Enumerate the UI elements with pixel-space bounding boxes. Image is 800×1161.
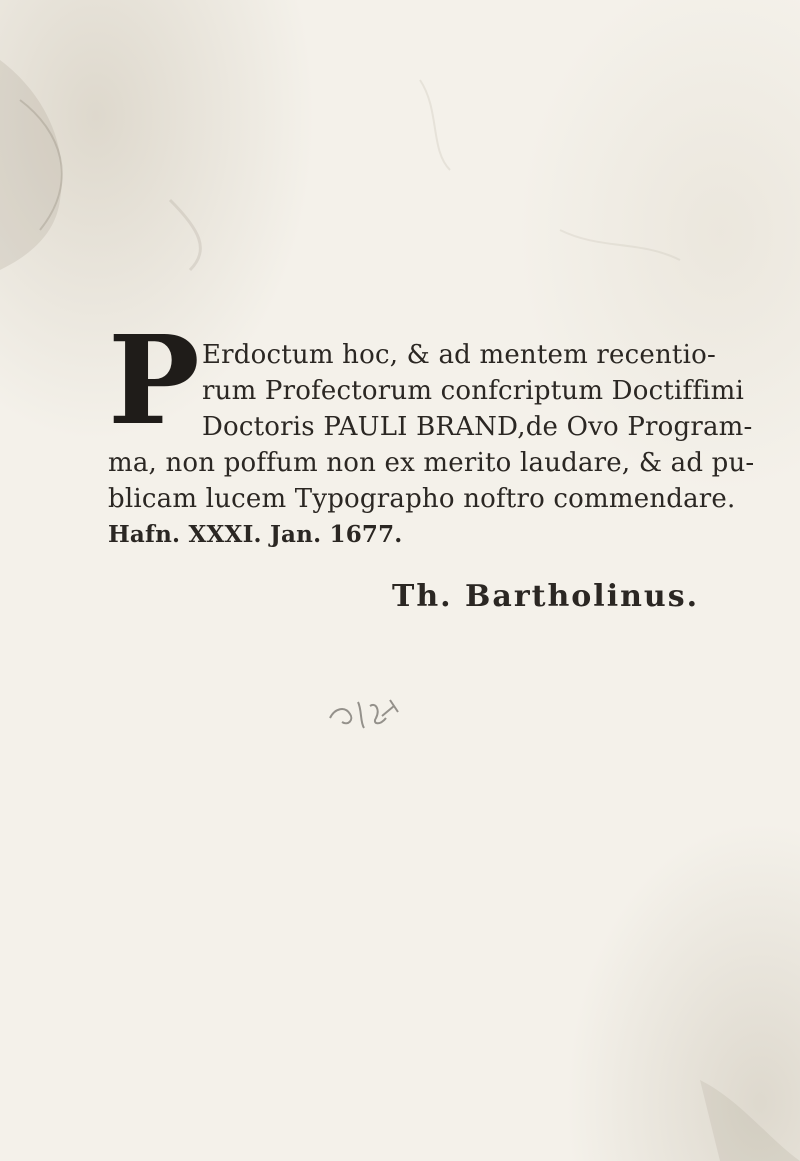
text-line-1: Erdoctum hoc, & ad mentem recentio- <box>202 340 716 370</box>
date-line: Hafn. XXXI. Jan. 1677. <box>108 521 403 548</box>
signature: Th. Bartholinus. <box>392 579 700 614</box>
text-line-3: Doctoris PAULI BRAND,de Ovo Program- <box>202 412 753 442</box>
text-line-2: rum Profectorum confcriptum Doctiffimi <box>202 376 745 406</box>
drop-cap: P <box>108 308 200 452</box>
text-line-4: ma, non poffum non ex merito laudare, & ad pu- <box>108 448 755 478</box>
text-line-5: blicam lucem Typographo noftro commendare. <box>108 484 736 514</box>
handwritten-mark <box>320 688 410 738</box>
